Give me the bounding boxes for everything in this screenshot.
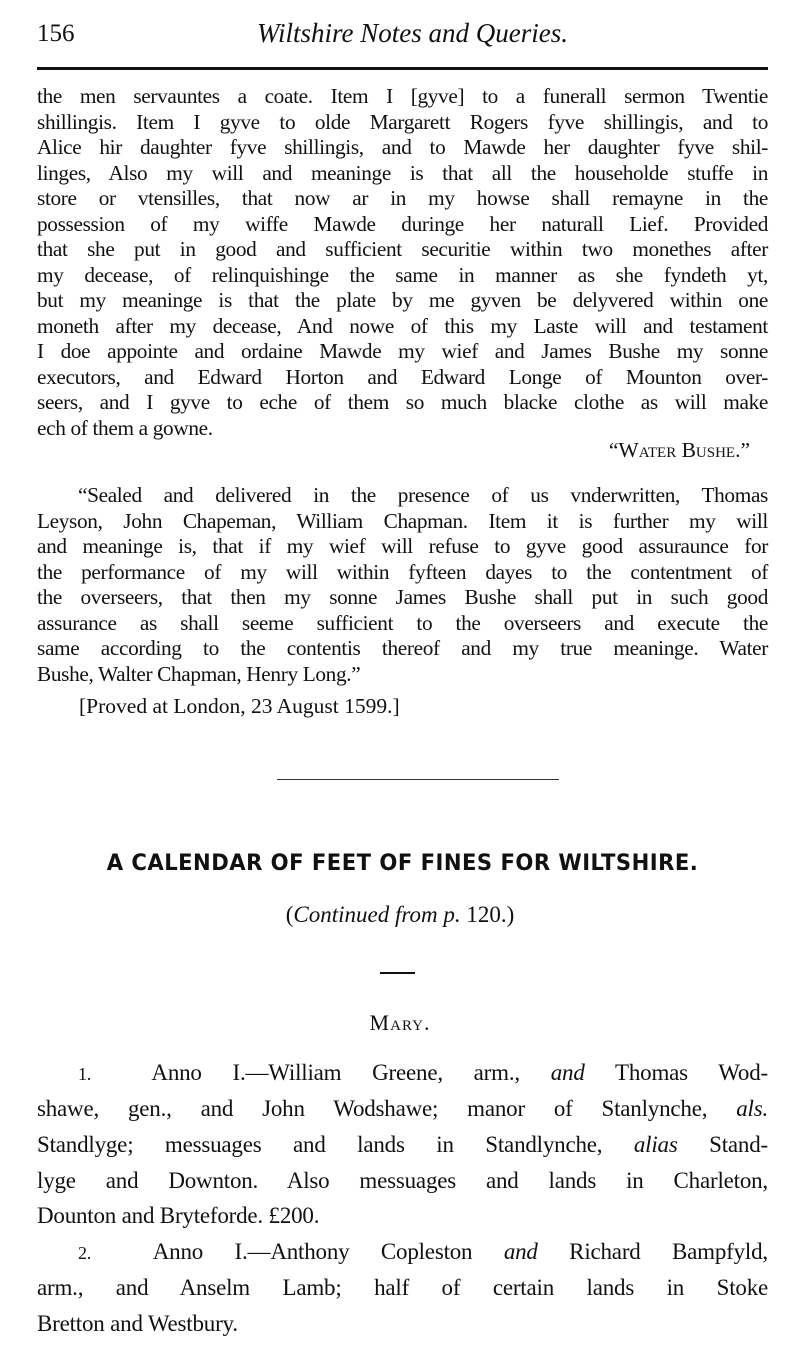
running-title: Wiltshire Notes and Queries. xyxy=(257,18,568,48)
text-line: store or vtensilles, that now ar in my howse shall remayne in the xyxy=(37,186,768,210)
text-line: the overseers, that then my sonne James Bushe shall put in such good xyxy=(37,585,768,609)
probate-note: [Proved at London, 23 August 1599.] xyxy=(79,694,400,718)
text-line: seers, and I gyve to eche of them so much blacke clothe as will make xyxy=(37,390,768,414)
text-line: ech of them a gowne. xyxy=(37,415,213,440)
page-number: 156 xyxy=(37,20,75,47)
text-line: Leyson, John Chapeman, William Chapman. Item it is further my will xyxy=(37,508,768,533)
text-line: executors, and Edward Horton and Edward Longe of Mounton over- xyxy=(37,364,768,389)
text-line: my decease, of relinquishinge the same in manner as she fyndeth yt, xyxy=(37,262,768,287)
text-line: possession of my wiffe Mawde duringe her naturall Lief. Provided xyxy=(37,211,768,236)
text-line: “Sealed and delivered in the presence of us vnderwritten, Thomas xyxy=(78,483,768,507)
text-line: that she put in good and sufficient securitie within two monethes after xyxy=(37,237,768,261)
text-line: same according to the contentis thereof and my true meaninge. Water xyxy=(37,636,768,660)
reign-heading: Mary. xyxy=(369,1010,431,1035)
text-line: Alice hir daughter fyve shillingis, and to Mawde her daughter fyve shil- xyxy=(37,135,768,159)
entry-line: Standlyge; messuages and lands in Standlynche, alias Stand- xyxy=(37,1132,768,1157)
text-line: the men servauntes a coate. Item I [gyve] to a funerall sermon Twentie xyxy=(37,84,768,108)
text-line: Bushe, Walter Chapman, Henry Long.” xyxy=(37,661,361,686)
entry-line: Dounton and Bryteforde. £200. xyxy=(37,1203,320,1228)
entry-line: 2. Anno I.—Anthony Copleston and Richard Bampfyld, xyxy=(78,1239,768,1264)
section-divider xyxy=(277,779,559,780)
entry-line: shawe, gen., and John Wodshawe; manor of Stanlynche, als. xyxy=(37,1096,768,1121)
signature: “Water Bushe.” xyxy=(608,438,750,462)
page-header xyxy=(37,14,768,54)
text-line: and meaninge is, that if my wief will refuse to gyve good assuraunce for xyxy=(37,534,768,558)
entry-line: lyge and Downton. Also messuages and lands in Charleton, xyxy=(37,1168,768,1193)
section-title: A CALENDAR OF FEET OF FINES FOR WILTSHIRE. xyxy=(106,850,699,876)
text-line: shillingis. Item I gyve to olde Margarett Rogers fyve shillingis, and to xyxy=(37,109,768,134)
short-divider xyxy=(380,972,415,974)
text-line: assurance as shall seeme sufficient to the overseers and execute the xyxy=(37,610,768,635)
entry-line: 1. Anno I.—William Greene, arm., and Thomas Wod- xyxy=(78,1060,768,1085)
entry-line: Bretton and Westbury. xyxy=(37,1311,238,1336)
text-line: I doe appointe and ordaine Mawde my wief and James Bushe my sonne xyxy=(37,339,768,363)
header-rule xyxy=(37,67,768,70)
text-line: but my meaninge is that the plate by me gyven be delyvered within one xyxy=(37,288,768,312)
entry-line: arm., and Anselm Lamb; half of certain lands in Stoke xyxy=(37,1275,768,1300)
text-line: the performance of my will within fyfteen dayes to the contentment of xyxy=(37,559,768,584)
text-line: linges, Also my will and meaninge is that all the householde stuffe in xyxy=(37,160,768,185)
continued-note: (Continued from p. 120.) xyxy=(285,902,515,927)
text-line: moneth after my decease, And nowe of this my Laste will and testament xyxy=(37,313,768,338)
